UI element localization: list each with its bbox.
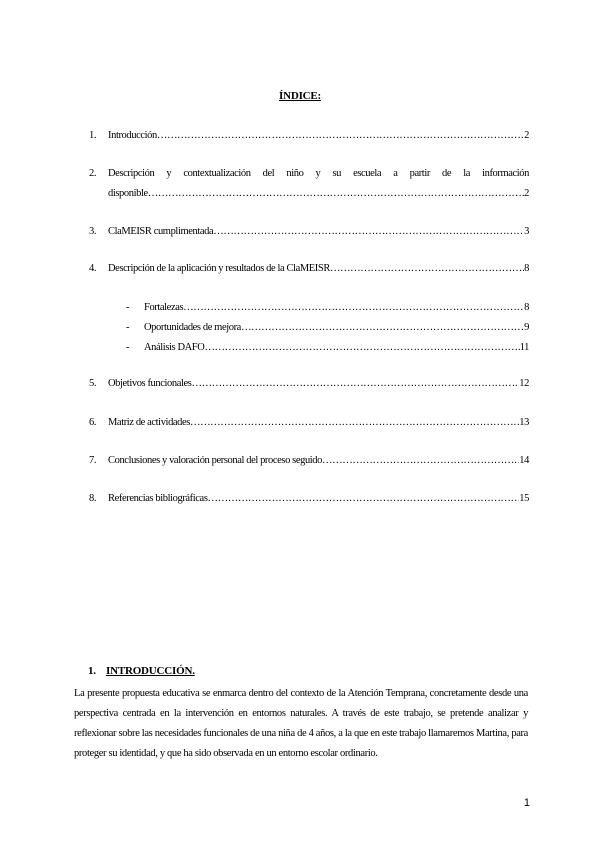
toc-subentry-bullet: - — [126, 322, 130, 333]
toc-entry-title: ClaMEISR cumplimentada — [108, 226, 214, 237]
toc-entry-title: Matriz de actividades — [108, 417, 190, 428]
section-title: INTRODUCCIÓN. — [106, 665, 195, 677]
toc-entry-number: 5. — [89, 378, 97, 389]
toc-leader-dots — [213, 222, 524, 242]
toc-entry-clameisr[interactable] — [89, 222, 529, 242]
toc-leader-dots — [183, 298, 524, 318]
toc-entry-matriz[interactable] — [89, 413, 529, 433]
toc-entry-page: 15 — [519, 493, 529, 504]
introduction-paragraph: La presente propuesta educativa se enmarca dentro del contexto de la Atención Temprana, concretamente desde una perspectiva centrada en la intervención en entornos naturales. A través de este trabajo, se pretende analizar y reflexionar sobre las necesidades funcionales de una niña de 4 años, a la que en este trabajo llamaremos Martina, para proteger su identidad, y que ha sido observada en un entorno escolar ordinario. — [74, 688, 528, 759]
page-number: 1 — [523, 797, 530, 809]
toc-subentry-oportunidades[interactable] — [126, 318, 529, 338]
toc-entry-number: 1. — [89, 130, 97, 141]
toc-entry-number: 8. — [89, 493, 97, 504]
toc-subentry-bullet: - — [126, 302, 130, 313]
toc-leader-dots — [322, 451, 519, 471]
toc-entry-referencias[interactable] — [89, 489, 529, 509]
toc-subentry-fortalezas[interactable] — [126, 298, 529, 318]
toc-entry-descripcion[interactable] — [89, 164, 529, 204]
toc-subentry-title: Fortalezas — [144, 302, 184, 313]
toc-entry-title: Conclusiones y valoración personal del proceso seguido — [108, 455, 323, 466]
toc-leader-dots — [208, 489, 520, 509]
toc-entry-number: 4. — [89, 263, 97, 274]
index-title: ÍNDICE: — [279, 90, 321, 102]
toc-leader-dots — [330, 259, 524, 279]
toc-subentry-dafo[interactable] — [126, 338, 529, 358]
toc-entry-page: 13 — [519, 417, 529, 428]
toc-entry-title: Referencias bibliográficas — [108, 493, 208, 504]
toc-entry-conclusiones[interactable] — [89, 451, 529, 471]
toc-entry-number: 3. — [89, 226, 97, 237]
toc-entry-title-line1: Descripción y contextualización del niño y su escuela a partir de la información — [108, 168, 529, 179]
toc-entry-title: Objetivos funcionales — [108, 378, 192, 389]
toc-entry-page: 12 — [519, 378, 529, 389]
toc-entry-page: 3 — [524, 226, 529, 237]
toc-leader-dots — [204, 338, 519, 358]
toc-entry-introduccion[interactable] — [89, 126, 529, 146]
section-heading — [88, 663, 195, 679]
toc-subentry-page: 8 — [524, 302, 529, 313]
toc-leader-dots — [148, 184, 524, 204]
toc-entry-title: Introducción — [108, 130, 157, 141]
toc-entry-number: 7. — [89, 455, 97, 466]
toc-entry-title: Descripción de la aplicación y resultados de la ClaMEISR — [108, 263, 330, 274]
toc-subentry-page: 11 — [519, 342, 529, 353]
toc-leader-dots — [190, 413, 519, 433]
toc-entry-number: 6. — [89, 417, 97, 428]
toc-entry-title-line2: disponible — [108, 188, 148, 199]
toc-entry-number: 2. — [89, 168, 97, 179]
toc-entry-objetivos[interactable] — [89, 374, 529, 394]
toc-subentry-title: Oportunidades de mejora — [144, 322, 241, 333]
toc-entry-page: 8 — [524, 263, 529, 274]
toc-entry-page: 2 — [524, 130, 529, 141]
toc-subentry-title: Análisis DAFO — [144, 342, 205, 353]
toc-leader-dots — [191, 374, 519, 394]
section-number: 1. — [88, 665, 96, 677]
toc-entry-aplicacion[interactable] — [89, 259, 529, 279]
toc-entry-page: 2 — [524, 188, 529, 199]
toc-leader-dots — [241, 318, 524, 338]
toc-subentry-bullet: - — [126, 342, 130, 353]
toc-subentry-page: 9 — [524, 322, 529, 333]
toc-leader-dots — [157, 126, 524, 146]
toc-entry-page: 14 — [519, 455, 529, 466]
